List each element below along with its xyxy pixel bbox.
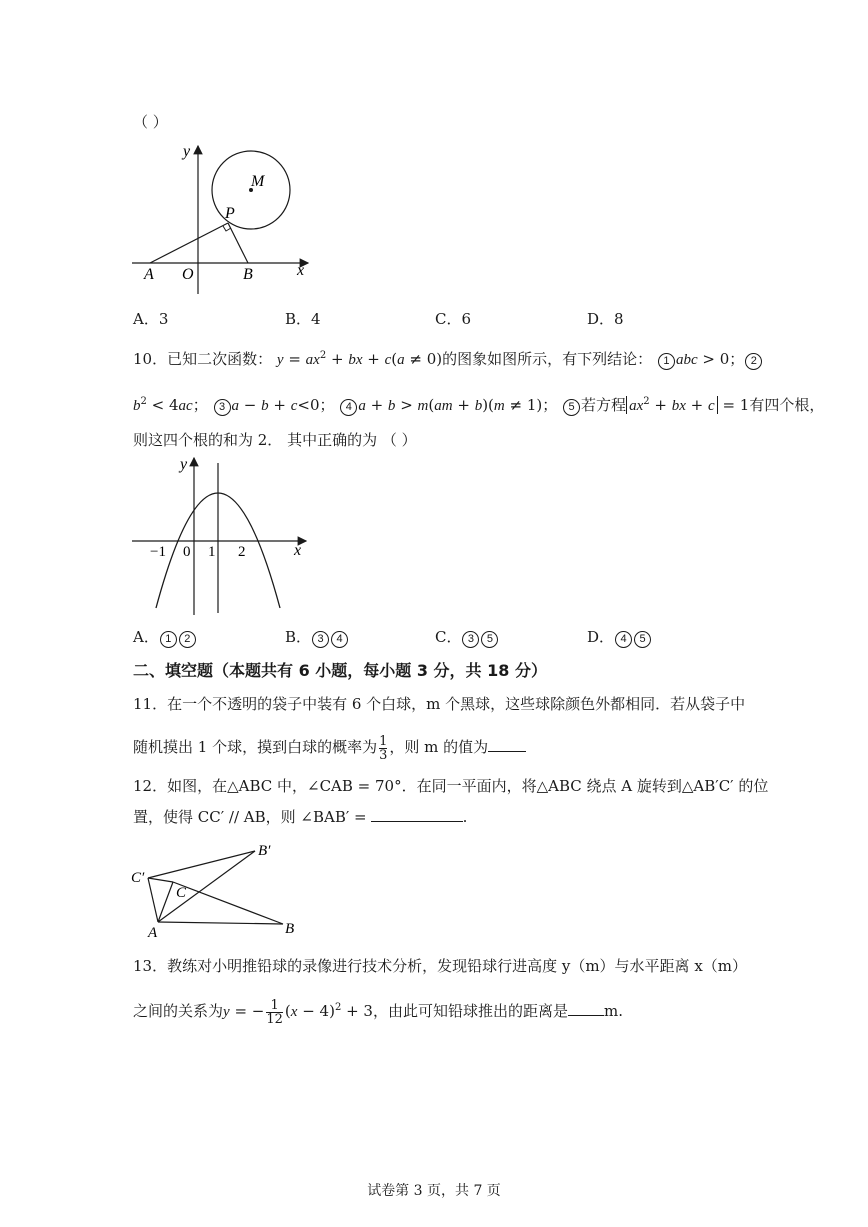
q10-line-2: $b^2 < 4ac$； 3 a − b + c<0； 4 a + b > m(am + b)(m ≠ 1)； 5 若方程 $ax^2$ + bx + c = 1有四个根， [133,396,825,414]
q12-line-1: 12．如图，在△ABC 中，∠CAB = 70°．在同一平面内，将△ABC 绕点 A 旋转到△AB′C′ 的位 [133,777,769,795]
label-b: B [243,266,253,283]
label-a: A [148,925,158,941]
q11-fraction: $\frac{1}{3}$ [379,733,388,763]
q10-option-b: B． 3 4 [285,626,349,648]
label-c-prime: C′ [131,870,145,886]
label-o: O [182,266,194,283]
label-x: x [297,262,305,279]
q13-line-1: 13．教练对小明推铅球的录像进行技术分析，发现铅球行进高度 y（m）与水平距离 x（m） [133,957,748,975]
label-a: A [144,266,154,283]
label-b: B [285,921,295,937]
q13-fraction: $\frac{1}{12}$ [266,997,283,1027]
q9-option-c: C．6 [435,310,472,328]
label-y: y [183,143,191,160]
tick-label-neg1: −1 [150,544,166,560]
label-x: x [294,542,302,559]
tick-label-0: 0 [183,544,191,560]
q10-line-1: 10．已知二次函数： $y = ax^2$ + bx + c(a ≠ 0)的图象如图所示，有下列结论： 1 abc > 0； 2 [133,346,763,370]
label-p: P [225,205,235,222]
q9-option-d: D．8 [587,310,624,328]
q13-answer-blank[interactable] [568,1001,604,1016]
q12-triangle-figure [128,840,308,945]
tick-label-2: 2 [238,544,246,560]
q9-figure [128,138,318,298]
q13-line-2: 之间的关系为y = − $\frac{1}{12}$ $(x - 4)^2 + 3$，由此可知铅球推出的距离是 m. [133,997,623,1027]
q9-option-a: A．3 [133,310,169,328]
label-b-prime: B′ [258,843,271,859]
label-c: C [176,885,187,901]
q11-line-1: 11．在一个不透明的袋子中装有 6 个白球，m 个黑球，这些球除颜色外都相同．若从袋子中 [133,695,746,713]
q10-option-d: D． 4 5 [587,626,652,648]
q11-line-2: 随机摸出 1 个球，摸到白球的概率为 $\frac{1}{3}$ ，则 m 的值为 [133,733,526,762]
q12-line-2: 置，使得 CC′ // AB，则 ∠BAB′ = . [133,808,468,826]
q12-answer-blank[interactable] [371,807,463,822]
q10-option-c: C． 3 5 [435,626,499,648]
q10-parabola-figure [128,453,318,618]
segment-ap [150,223,228,263]
page-footer: 试卷第 3 页，共 7 页 [367,1183,501,1199]
section-2-title: 二、填空题（本题共有 6 小题，每小题 3 分，共 18 分） [133,661,547,680]
q11-answer-blank[interactable] [488,737,526,752]
q10-option-a: A． 1 2 [133,626,197,648]
tick-label-1: 1 [208,544,216,560]
q9-option-b: B．4 [285,310,321,328]
q9-answer-paren: （ ） [133,113,168,131]
q10-line-3: 则这四个根的和为 2． 其中正确的为 （ ） [133,431,417,449]
label-y: y [180,456,188,473]
label-m: M [251,173,265,190]
